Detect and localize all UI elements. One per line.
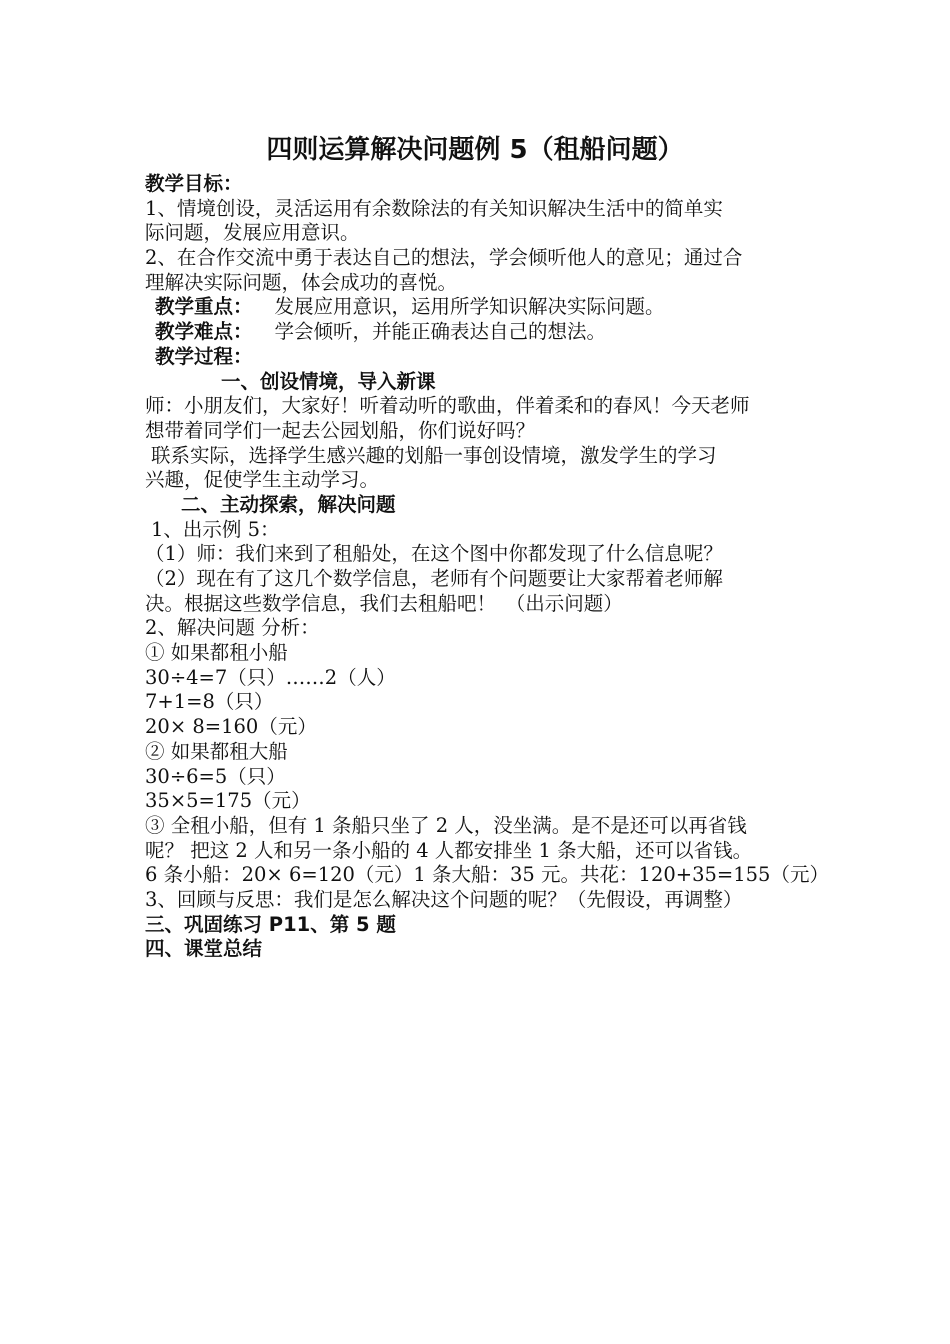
calc-line-7: 35×5=175（元） [145, 789, 311, 813]
objectives-heading: 教学目标： [145, 172, 243, 195]
difficulty-text: 学会倾听，并能正确表达自己的想法。 [274, 320, 607, 344]
process-heading: 教学过程： [155, 344, 253, 368]
calc-line-5: ② 如果都租大船 [145, 739, 288, 763]
key-point-label: 教学重点： [155, 295, 253, 319]
section-2-line-5: 2、解决问题 分析： [145, 616, 320, 640]
section-2-line-4: 决。根据这些数学信息，我们去租船吧！ （出示问题） [145, 591, 623, 615]
review-line: 3、回顾与反思：我们是怎么解决这个问题的呢？（先假设，再调整） [145, 887, 743, 911]
key-point-text: 发展应用意识，运用所学知识解决实际问题。 [274, 295, 665, 319]
section-2-line-1: 1、出示例 5： [151, 517, 280, 541]
section-1-line-4: 兴趣，促使学生主动学习。 [145, 468, 380, 492]
key-point-line [145, 295, 810, 320]
section-2-line-3: （2）现在有了这几个数学信息，老师有个问题要让大家帮着老师解 [145, 567, 723, 590]
document-title: 四则运算解决问题例 5（租船问题） [266, 135, 684, 165]
section-2-line-2: （1）师：我们来到了租船处，在这个图中你都发现了什么信息呢？ [145, 542, 723, 566]
section-4-heading: 四、课堂总结 [145, 937, 263, 961]
section-3-heading: 三、巩固练习 P11、第 5 题 [145, 912, 396, 936]
section-2-heading: 二、主动探索，解决问题 [181, 492, 396, 516]
difficulty-label: 教学难点： [155, 320, 253, 344]
calc-line-8: ③ 全租小船，但有 1 条船只坐了 2 人，没坐满。是不是还可以再省钱 [145, 813, 747, 837]
calc-line-3: 7+1=8（只） [145, 690, 274, 714]
objective-2-line-1: 2、在合作交流中勇于表达自己的想法，学会倾听他人的意见；通过合 [145, 246, 743, 270]
calc-line-4: 20× 8=160（元） [145, 715, 317, 739]
section-1-line-2: 想带着同学们一起去公园划船，你们说好吗？ [145, 418, 536, 442]
section-1-heading: 一、创设情境，导入新课 [221, 369, 436, 393]
objective-1-line-1: 1、情境创设，灵活运用有余数除法的有关知识解决生活中的简单实 [145, 196, 723, 220]
objective-2-line-2: 理解决实际问题，体会成功的喜悦。 [145, 270, 458, 294]
objective-1-line-2: 际问题，发展应用意识。 [145, 221, 360, 245]
section-1-line-1: 师：小朋友们，大家好！听着动听的歌曲，伴着柔和的春风！今天老师 [145, 394, 750, 418]
calc-line-2: 30÷4=7（只）……2（人） [145, 665, 396, 689]
document-body [145, 172, 829, 962]
calc-line-1: ① 如果都租小船 [145, 641, 288, 665]
calc-line-10: 6 条小船：20× 6=120（元）1 条大船：35 元。共花：120+35=155（元） [145, 863, 829, 887]
section-1-line-3: 联系实际，选择学生感兴趣的划船一事创设情境，激发学生的学习 [151, 443, 717, 467]
calc-line-6: 30÷6=5（只） [145, 764, 286, 788]
difficulty-line [145, 320, 810, 345]
calc-line-9: 呢？ 把这 2 人和另一条小船的 4 人都安排坐 1 条大船，还可以省钱。 [145, 838, 753, 862]
